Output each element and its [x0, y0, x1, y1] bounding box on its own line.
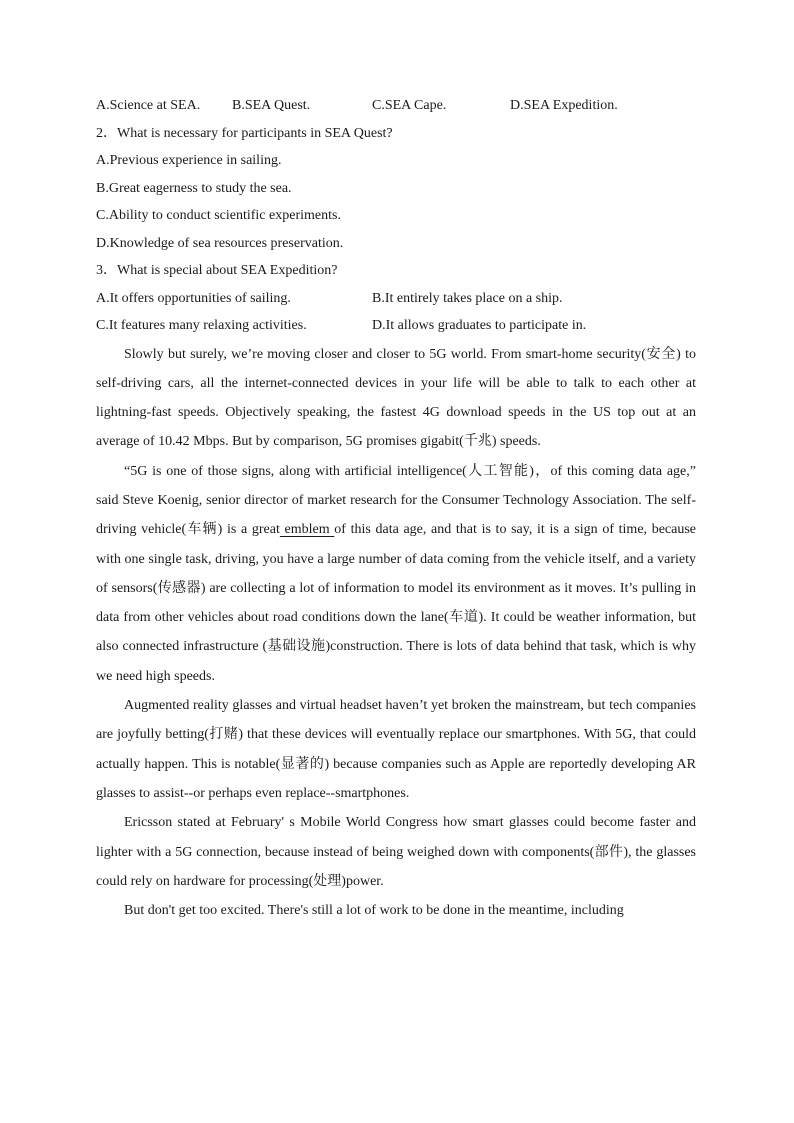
q1-options [96, 92, 696, 120]
q3-option-d[interactable]: D.It allows graduates to participate in. [372, 318, 587, 333]
q2-option-b[interactable]: B.Great eagerness to study the sea. [96, 180, 292, 196]
paragraph-2-text-after: of this data age, and that is to say, it is a sign of time, because with one single task, driving, you have a large number of data coming from the vehicle itself, and a variety of sensors(传感器) are collecting a lot of information to model its environment as it moves. It’s pulling in data from other vehicles about road conditions down the lane(车道). It could be weather information, but also connected infrastructure (基础设施)construction. There is lots of data behind that task, which is why we need high speeds. [96, 522, 696, 684]
q1-option-c[interactable]: C.SEA Cape. [372, 98, 447, 113]
q1-option-b[interactable]: B.SEA Quest. [232, 98, 311, 113]
passage-paragraph-4: Ericsson stated at February' s Mobile World Congress how smart glasses could become faster and lighter with a 5G connection, because instead of being weighed down with components(部件), the glasses could rely on hardware for processing(处理)power. [96, 815, 696, 889]
q1-option-d[interactable]: D.SEA Expedition. [510, 98, 618, 113]
q3-question: 3．What is special about SEA Expedition? [96, 263, 338, 278]
q3-option-a[interactable]: A.It offers opportunities of sailing. [96, 290, 291, 306]
q2-option-d[interactable]: D.Knowledge of sea resources preservation. [96, 235, 344, 251]
underlined-word-emblem: emblem [279, 522, 335, 538]
q2-option-a[interactable]: A.Previous experience in sailing. [96, 153, 282, 168]
passage-paragraph-5: But don't get too excited. There's still a lot of work to be done in the meantime, including [124, 903, 624, 919]
q3-option-b[interactable]: B.It entirely takes place on a ship. [372, 290, 563, 306]
q1-option-a[interactable]: A.Science at SEA. [96, 98, 201, 113]
passage-paragraph-1: Slowly but surely, we’re moving closer and closer to 5G world. From smart-home security(安全) to self-driving cars, all the internet-connected devices in your life will be able to talk to each other at lightning-fast speeds. Objectively speaking, the fastest 4G download speeds in the US top out at an average of 10.42 Mbps. But by comparison, 5G promises gigabit(千兆) speeds. [96, 346, 696, 450]
paragraph-2-text-before: “5G is one of those signs, along with artificial intelligence(人工智能)，of this coming data age,” said Steve Koenig, senior director of market research for the Consumer Technology Association. The self-driving vehicle(车辆) is a great [96, 463, 696, 538]
q3-options-row2 [96, 312, 696, 340]
passage-paragraph-2 [96, 457, 696, 691]
q3-options-row1 [96, 285, 696, 313]
document-page [96, 92, 696, 925]
q2-question: 2．What is necessary for participants in SEA Quest? [96, 125, 393, 141]
q2-option-c[interactable]: C.Ability to conduct scientific experiments. [96, 208, 341, 223]
passage-paragraph-3: Augmented reality glasses and virtual headset haven’t yet broken the mainstream, but tech companies are joyfully betting(打赌) that these devices will eventually replace our smartphones. With 5G, that could actually happen. This is notable(显著的) because companies such as Apple are reportedly developing AR glasses to assist--or perhaps even replace--smartphones. [96, 698, 696, 801]
q3-option-c[interactable]: C.It features many relaxing activities. [96, 318, 307, 333]
